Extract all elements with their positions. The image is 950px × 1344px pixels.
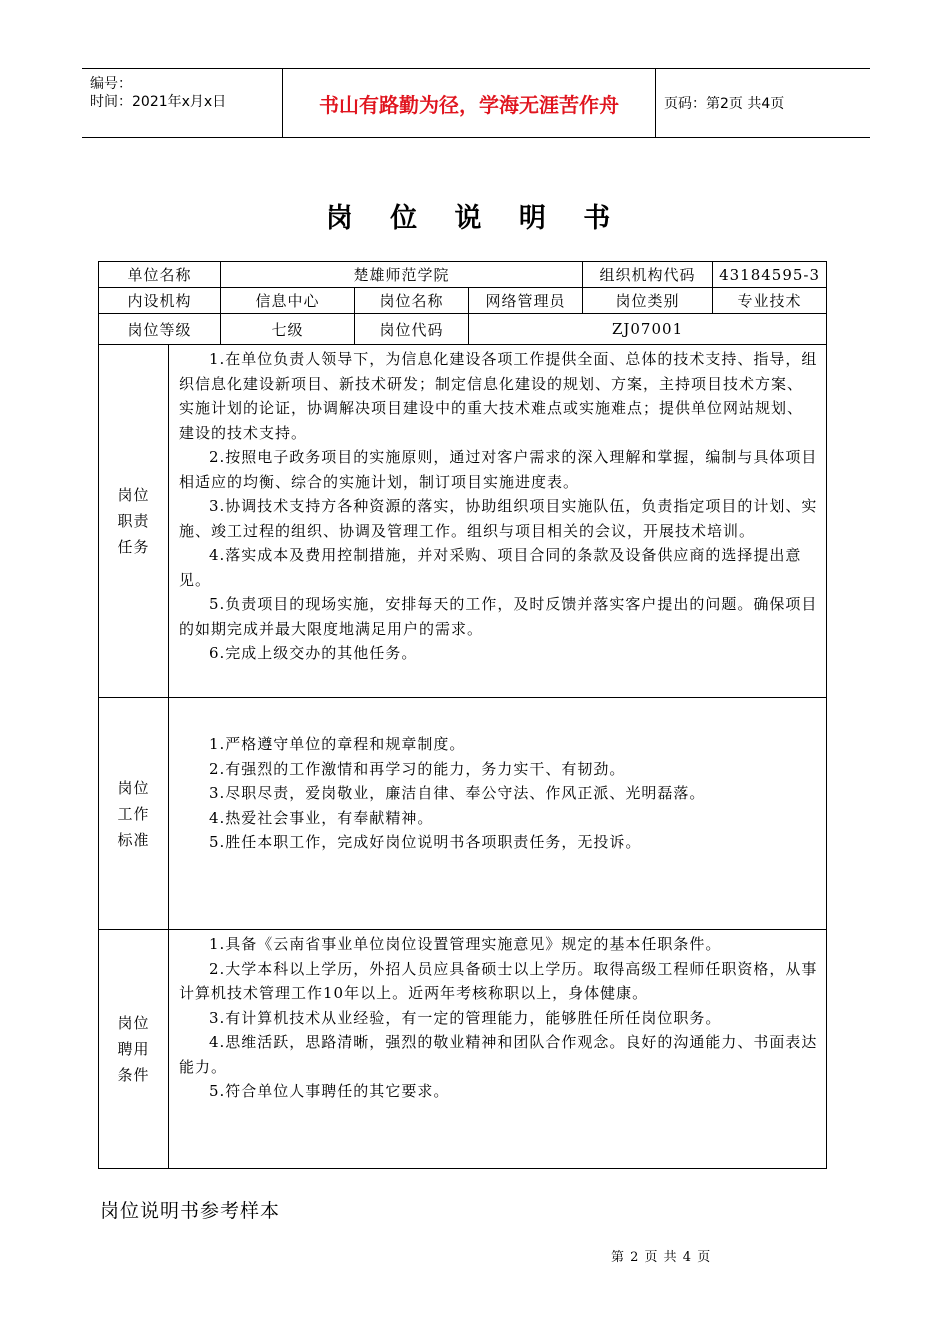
- reference-note: 岗位说明书参考样本: [100, 1200, 281, 1222]
- post-code-label: 岗位代码: [355, 314, 469, 345]
- duty-item: 2.按照电子政务项目的实施原则，通过对客户需求的深入理解和掌握，编制与具体项目相适应的均衡、综合的实施计划，制订项目实施进度表。: [179, 448, 818, 491]
- dept-label: 内设机构: [99, 288, 221, 314]
- requirements-label-line: 条件: [117, 1066, 150, 1084]
- duty-item: 3.协调技术支持方各种资源的落实，协助组织项目实施队伍，负责指定项目的计划、实施、竣工过程的组织、协调及管理工作。组织与项目相关的会议，开展技术培训。: [179, 497, 818, 540]
- duties-label-line: 岗位: [117, 486, 150, 504]
- post-type-value: 专业技术: [713, 288, 827, 314]
- dept-value: 信息中心: [221, 288, 355, 314]
- header-page-number: 页码：第2页 共4页: [664, 96, 785, 112]
- unit-name-label: 单位名称: [99, 262, 221, 288]
- post-name-label: 岗位名称: [355, 288, 469, 314]
- duties-label-line: 任务: [117, 538, 150, 556]
- standard-item: 5.胜任本职工作，完成好岗位说明书各项职责任务，无投诉。: [209, 833, 642, 851]
- requirement-item: 2.大学本科以上学历，外招人员应具备硕士以上学历。取得高级工程师任职资格，从事计算机技术管理工作10年以上。近两年考核称职以上，身体健康。: [179, 959, 818, 1002]
- standards-label-line: 标准: [117, 830, 150, 849]
- requirements-row: [99, 930, 827, 1169]
- duties-content: [169, 345, 827, 698]
- grade-value: 七级: [221, 314, 355, 345]
- table-row: [99, 288, 827, 314]
- document-number: 编号：: [90, 76, 132, 92]
- standard-item: 2.有强烈的工作激情和再学习的能力，务力实干、有韧劲。: [209, 759, 626, 778]
- standards-label: [99, 698, 169, 930]
- standard-item: 4.热爱社会事业，有奉献精神。: [209, 808, 434, 827]
- header-meta: [82, 69, 282, 137]
- post-type-label: 岗位类别: [583, 288, 713, 314]
- standards-label-line: 工作: [117, 804, 150, 823]
- unit-name-value: 楚雄师范学院: [221, 262, 583, 288]
- duty-item: 5.负责项目的现场实施，安排每天的工作，及时反馈并落实客户提出的问题。确保项目的如期完成并最大限度地满足用户的需求。: [179, 595, 818, 638]
- document-title: 岗 位 说 明 书: [325, 203, 625, 234]
- duty-item: 6.完成上级交办的其他任务。: [209, 644, 418, 662]
- requirement-item: 3.有计算机技术从业经验，有一定的管理能力，能够胜任所任岗位职务。: [209, 1008, 722, 1027]
- page-footer: 第 2 页 共 4 页: [611, 1250, 712, 1265]
- duties-label: [99, 345, 169, 698]
- standards-row: [99, 698, 827, 930]
- requirements-label-line: 岗位: [117, 1014, 150, 1032]
- requirements-label: [99, 930, 169, 1169]
- page-header: [82, 68, 870, 138]
- standards-label-line: 岗位: [117, 778, 150, 797]
- requirements-label-line: 聘用: [117, 1040, 150, 1058]
- document-time: 时间：2021年x月x日: [90, 94, 227, 110]
- duty-item: 4.落实成本及费用控制措施，并对采购、项目合同的条款及设备供应商的选择提出意见。: [179, 546, 802, 589]
- standards-content: [169, 698, 827, 930]
- requirement-item: 1.具备《云南省事业单位岗位设置管理实施意见》规定的基本任职条件。: [209, 935, 722, 953]
- post-name-value: 网络管理员: [469, 288, 583, 314]
- post-description-table: [98, 261, 827, 1169]
- duty-item: 1.在单位负责人领导下，为信息化建设各项工作提供全面、总体的技术支持、指导，组织信息化建设新项目、新技术研发；制定信息化建设的规划、方案，主持项目技术方案、实施计划的论证，协调解决项目建设中的重大技术难点或实施难点；提供单位网站规划、建设的技术支持。: [179, 350, 818, 442]
- post-code-value: ZJ07001: [469, 314, 827, 345]
- requirements-content: [169, 930, 827, 1169]
- org-code-label: 组织机构代码: [583, 262, 713, 288]
- grade-label: 岗位等级: [99, 314, 221, 345]
- org-code-value: 43184595-3: [713, 262, 827, 288]
- table-row: [99, 314, 827, 345]
- requirement-item: 4.思维活跃，思路清晰，强烈的敬业精神和团队合作观念。良好的沟通能力、书面表达能力。: [179, 1033, 818, 1076]
- duties-label-line: 职责: [117, 512, 150, 530]
- duties-row: [99, 345, 827, 698]
- table-row: [99, 262, 827, 288]
- standard-item: 3.尽职尽责，爱岗敬业，廉洁自律、奉公守法、作风正派、光明磊落。: [209, 784, 706, 802]
- standard-item: 1.严格遵守单位的章程和规章制度。: [209, 735, 466, 753]
- requirement-item: 5.符合单位人事聘任的其它要求。: [209, 1082, 450, 1100]
- header-slogan: 书山有路勤为径，学海无涯苦作舟: [282, 69, 656, 137]
